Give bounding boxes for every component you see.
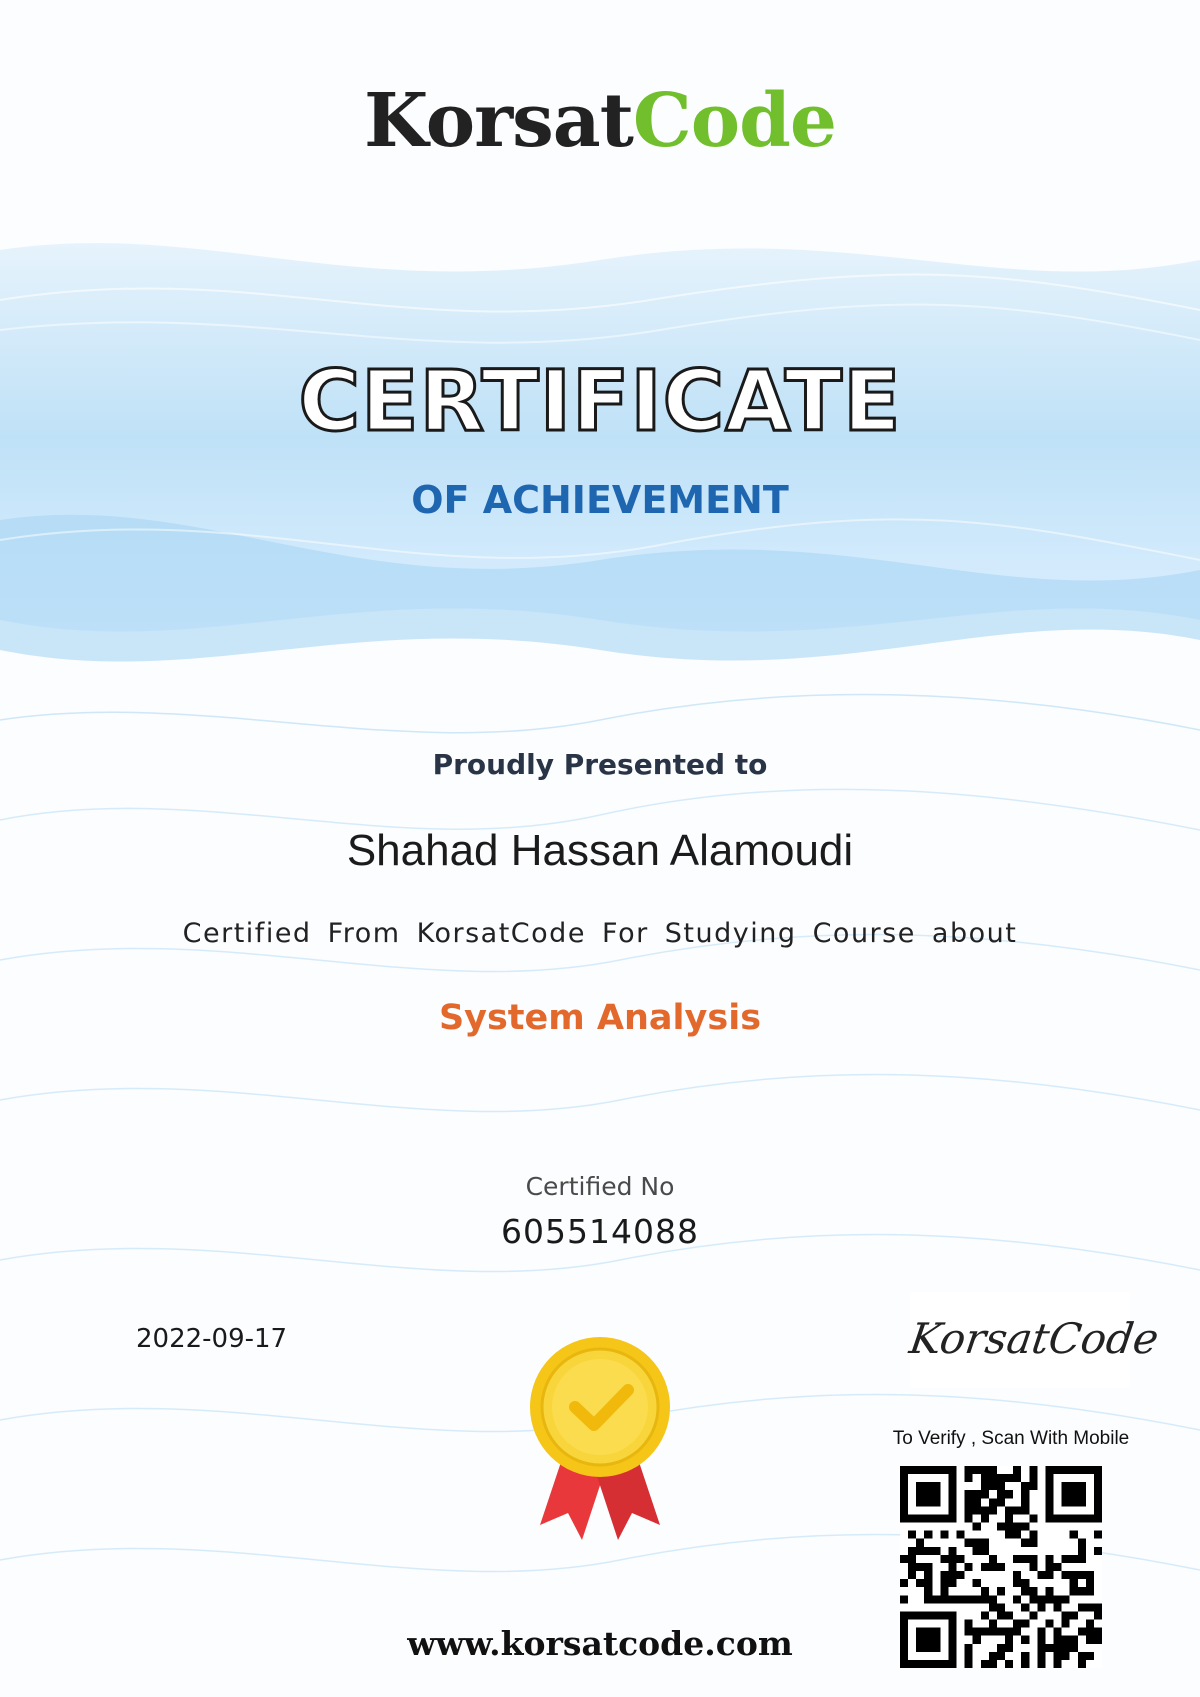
recipient-name: Shahad Hassan Alamoudi: [346, 826, 854, 875]
signature: KorsatCode: [906, 1314, 1162, 1363]
certification-statement: Certified From KorsatCode For Studying Course about: [182, 918, 1018, 949]
wave-line: [0, 789, 1200, 830]
brand-logo-part2: Code: [632, 78, 836, 164]
brand-logo-part1: Korsat: [364, 78, 633, 164]
award-ribbon-icon: [520, 1335, 680, 1555]
certificate-number-label: Certified No: [525, 1172, 675, 1201]
wave-line: [0, 1075, 1200, 1112]
presented-label: Proudly Presented to: [432, 748, 768, 781]
wave-line: [0, 695, 1200, 733]
certificate-title: CERTIFICATE: [298, 352, 902, 450]
course-name: System Analysis: [438, 998, 762, 1038]
issue-date: 2022-09-17: [136, 1324, 288, 1354]
certificate-subtitle: OF ACHIEVEMENT: [411, 478, 789, 522]
certificate-number: 605514088: [501, 1212, 699, 1251]
signature-area: [906, 1292, 1162, 1388]
verify-label: To Verify , Scan With Mobile: [892, 1428, 1130, 1449]
brand-logo: [0, 78, 1200, 164]
website-url[interactable]: www.korsatcode.com: [407, 1624, 793, 1663]
